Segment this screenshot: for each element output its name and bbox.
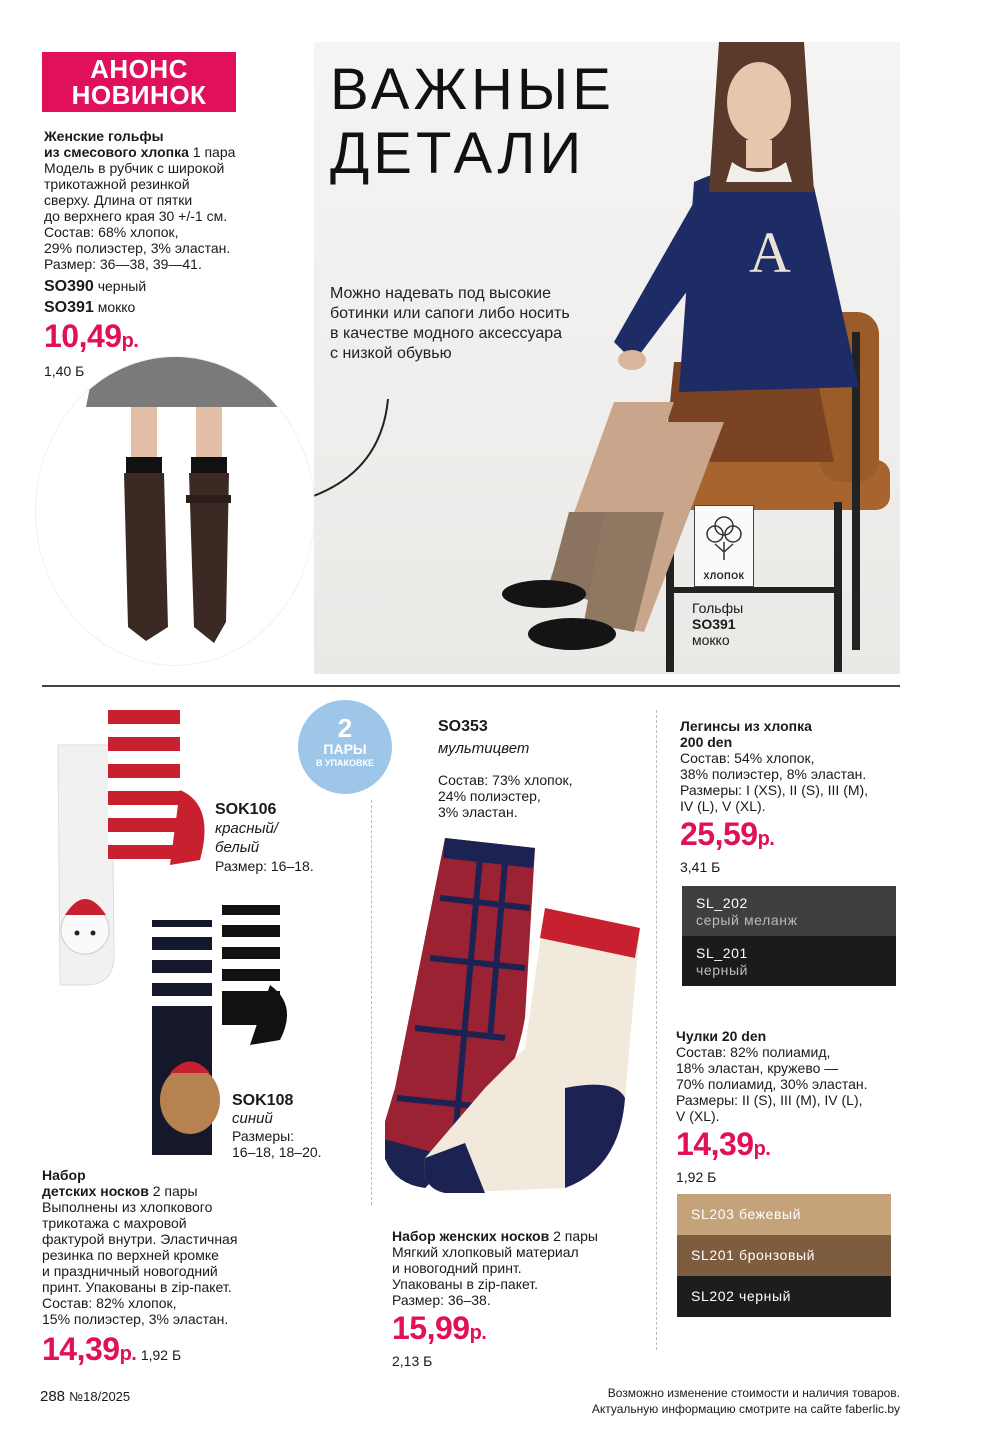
leggings-block: [680, 718, 910, 875]
sok108-info: [232, 1092, 322, 1160]
golf-currency: р.: [121, 330, 139, 352]
kids-qty: 2 пары: [152, 1183, 198, 1199]
headline-line1: ВАЖНЫЕ: [330, 57, 615, 122]
leggings-currency: р.: [757, 828, 775, 850]
women-price: 15,99: [392, 1310, 470, 1346]
section-divider: [42, 685, 900, 687]
cotton-caption-code: SO391: [692, 616, 736, 632]
sok108-color: синий: [232, 1110, 273, 1127]
kids-price: 14,39: [42, 1331, 120, 1367]
sok108-size-1: Размеры:: [232, 1128, 295, 1144]
page-footer-left: [40, 1388, 130, 1405]
kids-desc-5: и праздничный новогодний: [42, 1263, 218, 1279]
golf-desc-7: Размер: 36—38, 39—41.: [44, 256, 202, 272]
sok106-info: [215, 800, 314, 876]
svg-text:A: A: [749, 220, 791, 285]
cotton-caption-color: мокко: [692, 632, 730, 648]
women-socks-block: [392, 1228, 652, 1369]
kids-desc-1: Выполнены из хлопкового: [42, 1199, 213, 1215]
page-footer-right: [592, 1385, 900, 1417]
women-currency: р.: [469, 1322, 487, 1344]
sok108-size-2: 16–18, 18–20.: [232, 1144, 322, 1160]
sok106-size: Размер: 16–18.: [215, 858, 314, 874]
tights-desc-3: 70% полиамид, 30% эластан.: [676, 1076, 868, 1092]
women-desc-1: Мягкий хлопковый материал: [392, 1244, 579, 1260]
column-separator-1: [371, 800, 372, 1205]
women-desc-4: Размер: 36–38.: [392, 1292, 491, 1308]
women-points: 2,13 Б: [392, 1353, 433, 1369]
leggings-desc-4: IV (L), V (XL).: [680, 798, 766, 814]
kids-socks-block: [42, 1167, 342, 1368]
leggings-title-line1: Легинсы из хлопка: [680, 718, 812, 734]
so353-comp-2: 24% полиэстер,: [438, 788, 541, 804]
women-desc-2: и новогодний принт.: [392, 1260, 522, 1276]
leggings-price: 25,59: [680, 816, 758, 852]
swatch-sl202-black: SL202 черный: [677, 1276, 891, 1317]
leggings-title-line2: 200 den: [680, 734, 733, 750]
leggings-points: 3,41 Б: [680, 859, 721, 875]
swatch-sl201-black: [682, 936, 896, 986]
swatch-sl201-name: черный: [696, 962, 749, 978]
women-title: Набор женских носков: [392, 1228, 550, 1244]
styling-hint: Можно надевать под высокие ботинки или сапоги либо носить в качестве модного аксессуара с низкой обувью: [330, 285, 570, 362]
swatch-sl202-name: серый меланж: [696, 912, 798, 928]
golf-color-1: черный: [97, 278, 147, 294]
golf-desc-3: сверху. Длина от пятки: [44, 192, 193, 208]
page-number: 288: [40, 1388, 66, 1405]
sok106-color-1: красный/: [215, 820, 279, 837]
kids-desc-2: трикотажа с махровой: [42, 1215, 187, 1231]
tights-currency: р.: [753, 1138, 771, 1160]
cotton-caption-line1: Гольфы: [692, 600, 744, 616]
tights-desc-2: 18% эластан, кружево —: [676, 1060, 839, 1076]
golf-color-2: мокко: [97, 299, 136, 315]
sok108-code: SOK108: [232, 1092, 294, 1109]
kids-title-line1: Набор: [42, 1167, 86, 1183]
tights-desc-5: V (XL).: [676, 1108, 720, 1124]
golf-qty: 1 пара: [192, 144, 236, 160]
golf-code-2: SO391: [44, 299, 94, 316]
so353-info: [438, 716, 648, 820]
cotton-label: [694, 505, 754, 587]
so353-comp-1: Состав: 73% хлопок,: [438, 772, 573, 788]
headline-line2: ДЕТАЛИ: [330, 121, 586, 186]
two-pairs-badge: [298, 700, 392, 794]
tights-price: 14,39: [676, 1126, 754, 1162]
golf-desc-6: 29% полиэстер, 3% эластан.: [44, 240, 231, 256]
golf-desc-2: трикотажной резинкой: [44, 176, 190, 192]
kids-desc-6: принт. Упакованы в zip-пакет.: [42, 1279, 232, 1295]
kids-currency: р.: [119, 1343, 137, 1365]
kids-points: 1,92 Б: [140, 1347, 182, 1363]
sok106-code: SOK106: [215, 801, 277, 818]
badge-line1: АНОНС: [90, 54, 188, 84]
golf-title-line2: из смесового хлопка: [44, 144, 189, 160]
so353-code: SO353: [438, 718, 488, 735]
leggings-desc-1: Состав: 54% хлопок,: [680, 750, 815, 766]
kids-title-line2: детских носков: [42, 1183, 149, 1199]
leggings-desc-3: Размеры: I (XS), II (S), III (M),: [680, 782, 869, 798]
column-separator-2: [656, 710, 657, 1350]
kids-desc-7: Состав: 82% хлопок,: [42, 1295, 177, 1311]
tights-title: Чулки 20 den: [676, 1028, 767, 1044]
cotton-icon: [695, 506, 753, 566]
women-desc-3: Упакованы в zip-пакет.: [392, 1276, 539, 1292]
footer-note-2: Актуальную информацию смотрите на сайте faberlic.by: [591, 1402, 900, 1416]
announcement-badge: [42, 52, 236, 112]
tights-block: [676, 1028, 906, 1185]
badge-pairs-number: 2: [337, 713, 353, 743]
women-socks-photo: [385, 838, 655, 1208]
swatch-sl203-beige: SL203 бежевый: [677, 1194, 891, 1235]
swatch-sl201-code: SL_201: [696, 945, 748, 961]
golf-desc-1: Модель в рубчик с широкой: [44, 160, 225, 176]
leggings-swatches: [682, 886, 896, 986]
tights-points: 1,92 Б: [676, 1169, 717, 1185]
golf-desc-5: Состав: 68% хлопок,: [44, 224, 179, 240]
women-qty: 2 пары: [553, 1228, 598, 1244]
golf-desc-4: до верхнего края 30 +/-1 см.: [44, 208, 228, 224]
badge-line2: НОВИНОК: [71, 80, 207, 110]
tights-desc-4: Размеры: II (S), III (M), IV (L),: [676, 1092, 863, 1108]
cotton-caption: [692, 600, 743, 648]
golf-product-block: [44, 128, 304, 379]
cotton-label-text: ХЛОПОК: [703, 571, 745, 581]
issue-number: №18/2025: [69, 1389, 131, 1404]
golf-price: 10,49: [44, 318, 122, 354]
footer-note-1: Возможно изменение стоимости и наличия товаров.: [607, 1386, 900, 1400]
swatch-sl201-bronze: SL201 бронзовый: [677, 1235, 891, 1276]
sok106-color-2: белый: [215, 839, 260, 856]
so353-comp-3: 3% эластан.: [438, 804, 518, 820]
kids-desc-4: резинка по верхней кромке: [42, 1247, 219, 1263]
so353-color: мультицвет: [438, 740, 530, 757]
swatch-sl202-code: SL_202: [696, 895, 748, 911]
badge-pairs-line1: ПАРЫ: [323, 741, 367, 757]
tights-swatches: [677, 1194, 891, 1317]
golf-points: 1,40 Б: [44, 363, 85, 379]
swatch-sl202-grey: [682, 886, 896, 936]
kids-desc-3: фактурой внутри. Эластичная: [42, 1231, 238, 1247]
kids-desc-8: 15% полиэстер, 3% эластан.: [42, 1311, 229, 1327]
leggings-desc-2: 38% полиэстер, 8% эластан.: [680, 766, 867, 782]
boots-photo: [35, 356, 315, 666]
golf-code-1: SO390: [44, 278, 94, 295]
tights-desc-1: Состав: 82% полиамид,: [676, 1044, 831, 1060]
golf-title-line1: Женские гольфы: [44, 128, 164, 144]
page-headline: [330, 58, 615, 186]
badge-pairs-line2: В УПАКОВКЕ: [315, 758, 375, 768]
